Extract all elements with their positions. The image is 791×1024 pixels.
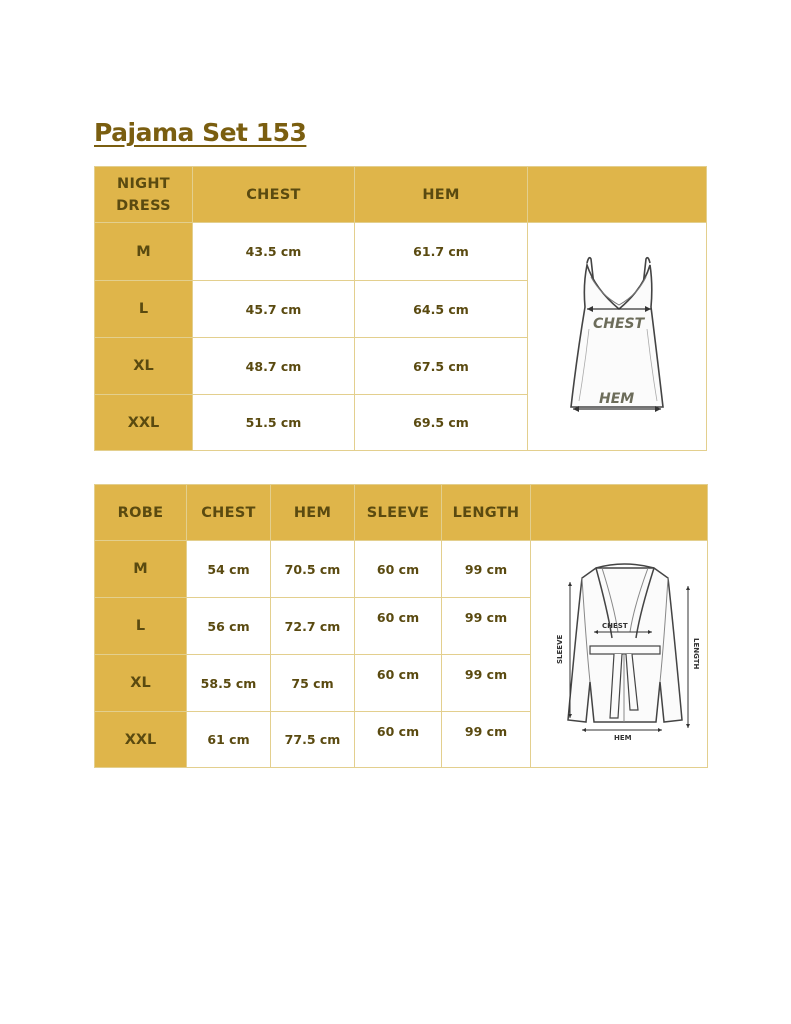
table-header-row [95, 485, 708, 541]
header-chest: CHEST [187, 485, 271, 541]
hem-value: 72.7 cm [271, 598, 355, 655]
night-dress-size-table [94, 166, 707, 451]
chest-value: 56 cm [187, 598, 271, 655]
header-chest: CHEST [193, 167, 355, 223]
sleeve-value: 60 cm [355, 655, 442, 712]
sleeve-illustration-label: SLEEVE [555, 634, 564, 664]
hem-illustration-label: HEM [613, 734, 632, 742]
size-label: L [95, 598, 187, 655]
header-sleeve: SLEEVE [355, 485, 442, 541]
length-value: 99 cm [442, 541, 531, 598]
header-length: LENGTH [442, 485, 531, 541]
hem-value: 64.5 cm [355, 281, 528, 338]
table-row [95, 223, 707, 281]
hem-value: 70.5 cm [271, 541, 355, 598]
sleeve-value: 60 cm [355, 541, 442, 598]
hem-illustration-label: HEM [599, 390, 635, 407]
header-night-dress: NIGHT DRESS [95, 167, 193, 223]
chest-illustration-label: CHEST [601, 622, 628, 630]
length-value: 99 cm [442, 598, 531, 655]
chest-value: 61 cm [187, 712, 271, 768]
chest-value: 43.5 cm [193, 223, 355, 281]
size-label: L [95, 281, 193, 338]
length-value: 99 cm [442, 655, 531, 712]
size-label: XXL [95, 712, 187, 768]
hem-value: 61.7 cm [355, 223, 528, 281]
chest-value: 54 cm [187, 541, 271, 598]
chest-value: 48.7 cm [193, 338, 355, 395]
night-dress-illustration-cell [528, 223, 707, 451]
size-label: XL [95, 338, 193, 395]
chest-illustration-label: CHEST [593, 315, 645, 332]
size-label: XXL [95, 395, 193, 451]
length-illustration-label: LENGTH [691, 638, 700, 670]
size-label: XL [95, 655, 187, 712]
header-blank [531, 485, 708, 541]
table-row [95, 541, 708, 598]
sleeve-value: 60 cm [355, 712, 442, 768]
robe-size-table [94, 484, 708, 768]
hem-value: 75 cm [271, 655, 355, 712]
night-dress-illustration [529, 225, 705, 445]
size-label: M [95, 541, 187, 598]
hem-value: 67.5 cm [355, 338, 528, 395]
header-hem: HEM [271, 485, 355, 541]
hem-value: 69.5 cm [355, 395, 528, 451]
header-robe: ROBE [95, 485, 187, 541]
hem-value: 77.5 cm [271, 712, 355, 768]
chest-value: 51.5 cm [193, 395, 355, 451]
length-value: 99 cm [442, 712, 531, 768]
header-blank [528, 167, 707, 223]
sleeve-value: 60 cm [355, 598, 442, 655]
header-hem: HEM [355, 167, 528, 223]
robe-illustration-cell [531, 541, 708, 768]
chest-value: 58.5 cm [187, 655, 271, 712]
size-label: M [95, 223, 193, 281]
page-title: Pajama Set 153 [94, 118, 307, 147]
table-header-row [95, 167, 707, 223]
robe-illustration [532, 542, 707, 762]
chest-value: 45.7 cm [193, 281, 355, 338]
